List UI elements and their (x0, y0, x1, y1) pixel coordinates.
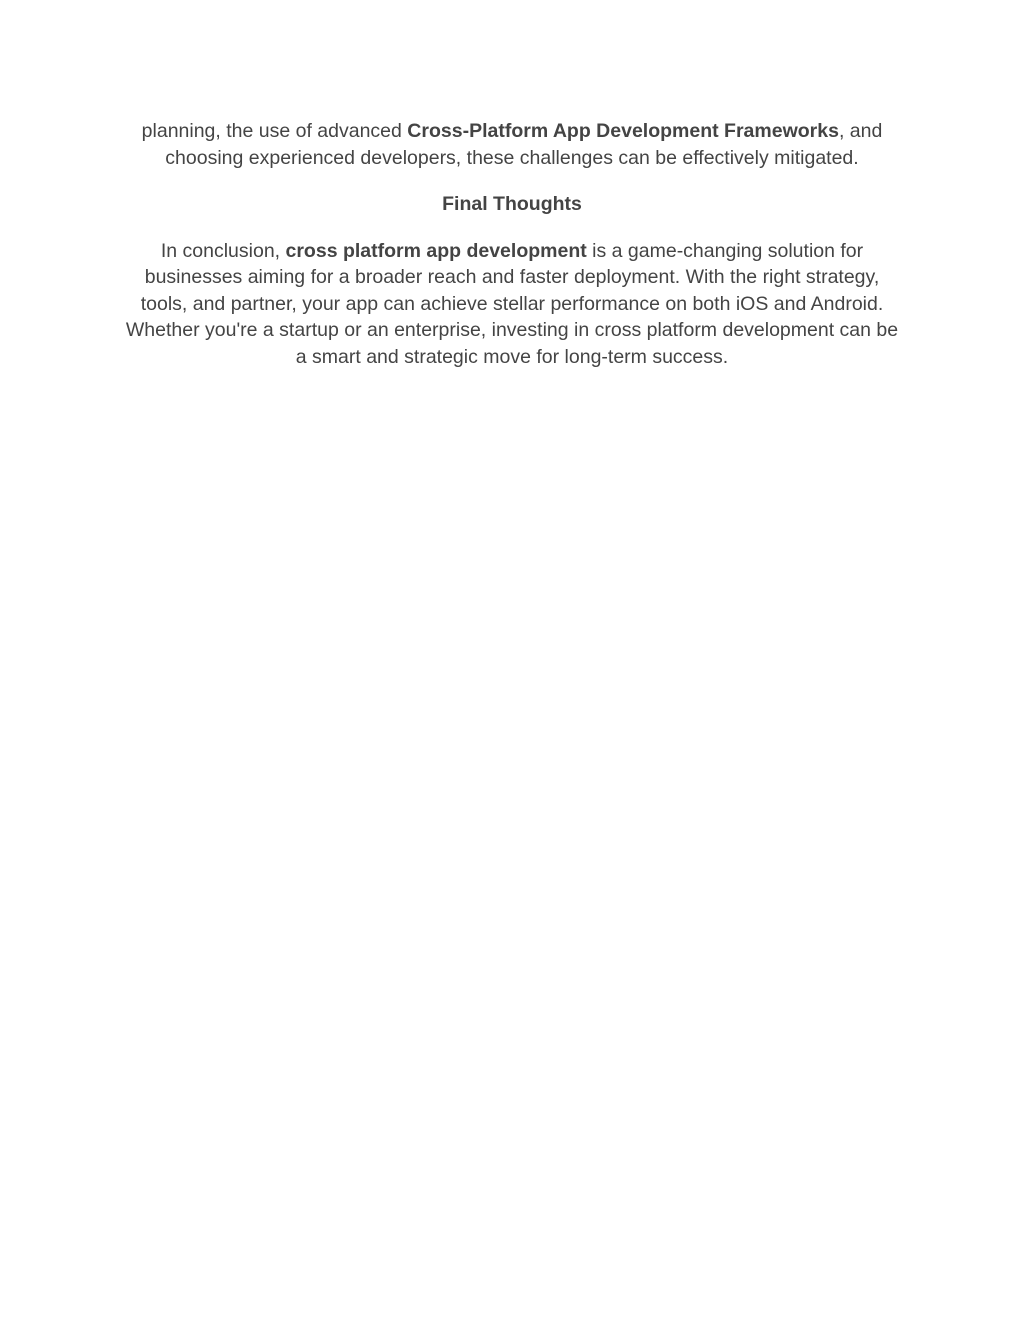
conclusion-text-end: is a game-changing solution for businesses aiming for a broader reach and faster deployment. With the right strategy, tools, and partner, your app can achieve stellar performance on both iOS and Android. Whether you're a startup or an enterprise, investing in cross platform development can be a smart and strategic move for long-term success. (125, 239, 899, 368)
document-page (120, 118, 904, 370)
section-heading: Final Thoughts (442, 193, 582, 215)
cross-platform-bold-term: cross platform app development (285, 239, 587, 262)
intro-text-start: planning, the use of advanced (141, 120, 408, 142)
intro-paragraph (120, 118, 904, 171)
frameworks-bold-term: Cross-Platform App Development Frameworks (407, 120, 839, 142)
intro-text-end: , and choosing experienced developers, these challenges can be effectively mitigated. (165, 120, 883, 169)
conclusion-text-start: In conclusion, (160, 239, 286, 262)
conclusion-paragraph (120, 238, 904, 371)
